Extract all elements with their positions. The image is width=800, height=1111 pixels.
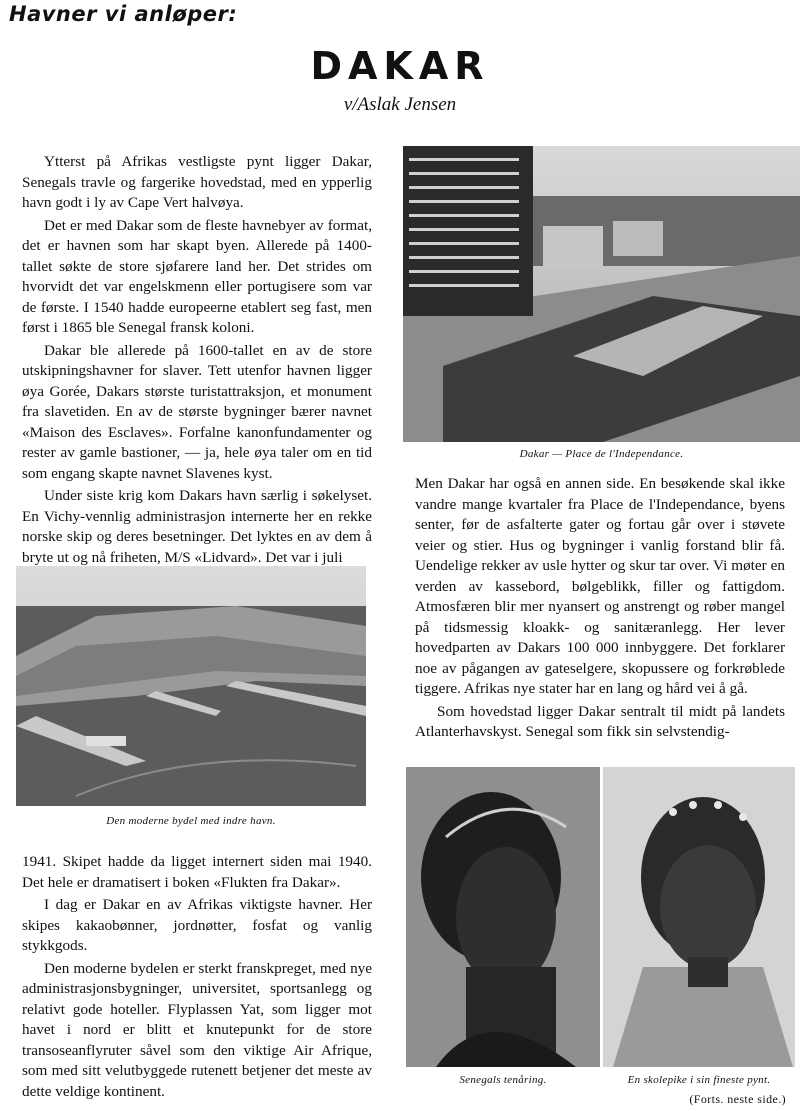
photo-place-independance [403, 146, 800, 442]
caption-square: Dakar — Place de l'Independance. [519, 448, 684, 460]
paragraph: Den moderne bydelen er sterkt franskpreget, med nye administrasjonsbygninger, universitet, sportsanlegg og relativt gode hoteller. Flyplassen Yat, som ligger mot havet i nord er blitt et knutepunkt for de store transoseanflyruter såvel som den viktige Air Afrique, som med sitt velutbyggede rutenett betjener det meste av dette veldige kontinent. [22, 959, 372, 1100]
caption-teen: Senegals tenåring. [459, 1074, 547, 1086]
paragraph: Som hovedstad ligger Dakar sentralt til midt på landets Atlanterhavskyst. Senegal som fikk sin selvstendig- [415, 702, 785, 740]
paragraph: Men Dakar har også en annen side. En besøkende skal ikke vandre mange kvartaler fra Place de l'Independance, byens senter, før de asfalterte gater og fortau går over i støvete veier og stier. Hus og bygninger i vanlig forstand blir få. Uendelige rekker av usle hytter og skur tar over. Vi møter en verden av kassebord, bølgeblikk, filler og fattigdom. Atmosfæren blir mer nyansert og anstrengt og røber mangel på tidsmessig kloakk- og sanitæranlegg. Her lever hovedparten av Dakars 100 000 innbyggere. Det forklarer noe av pågangen av gateselgere, skopussere og forkrøblede tiggere. Afrikas nye stater har en lang og hård vei å gå. [415, 475, 785, 697]
left-column-top [22, 152, 372, 570]
continued-note: (Forts. neste side.) [689, 1092, 786, 1106]
caption-harbor: Den moderne bydel med indre havn. [106, 815, 276, 827]
byline: v/Aslak Jensen [343, 94, 457, 115]
photo-teen [406, 767, 600, 1067]
paragraph: Det er med Dakar som de fleste havnebyer av format, det er havnen som har skapt byen. Allerede på 1400-tallet søkte de store sjøfarere land her. Det strides om hvorvidt det var engelskmenn eller portugisere som var de første. I 1540 hadde europeerne etablert seg fast, men først i 1865 ble Senegal fransk koloni. [22, 216, 372, 336]
article-title: DAKAR [310, 44, 490, 88]
photo-schoolgirl [603, 767, 795, 1067]
paragraph: 1941. Skipet hadde da ligget internert siden mai 1940. Det hele er dramatisert i boken «Flukten fra Dakar». [22, 853, 372, 891]
right-column [415, 474, 785, 745]
paragraph: Under siste krig kom Dakars havn særlig i søkelyset. En Vichy-vennlig administrasjon internerte her en rekke norske skip og deres besetninger. Det lyktes en av dem å bryte ut og nå friheten, M/S «Lidvard». Det var i juli [22, 487, 372, 566]
paragraph: Ytterst på Afrikas vestligste pynt ligger Dakar, Senegals travle og fargerike hovedstad, med en ypperlig havn godt i ly av Cape Vert halvøya. [22, 153, 372, 211]
left-column-bottom [22, 852, 372, 1104]
caption-schoolgirl: En skolepike i sin fineste pynt. [627, 1074, 771, 1086]
section-label: Havner vi anløper: [9, 2, 238, 26]
photo-harbor [16, 566, 366, 806]
paragraph: Dakar ble allerede på 1600-tallet en av de store utskipningshavner for slaver. Tett utenfor havnen ligger øya Gorée, Dakars største turistattraksjon, et monument fra slavetiden. En av de største bygninger bærer navnet «Maison des Esclaves». Forfalne kanonfundamenter og rester av gamle bastioner, — ja, hele øya taler om en tid som engang skapte navnet Slavenes kyst. [22, 341, 372, 482]
paragraph: I dag er Dakar en av Afrikas viktigste havner. Her skipes kakaobønner, jordnøtter, fosfat og vanlig stykkgods. [22, 896, 372, 954]
